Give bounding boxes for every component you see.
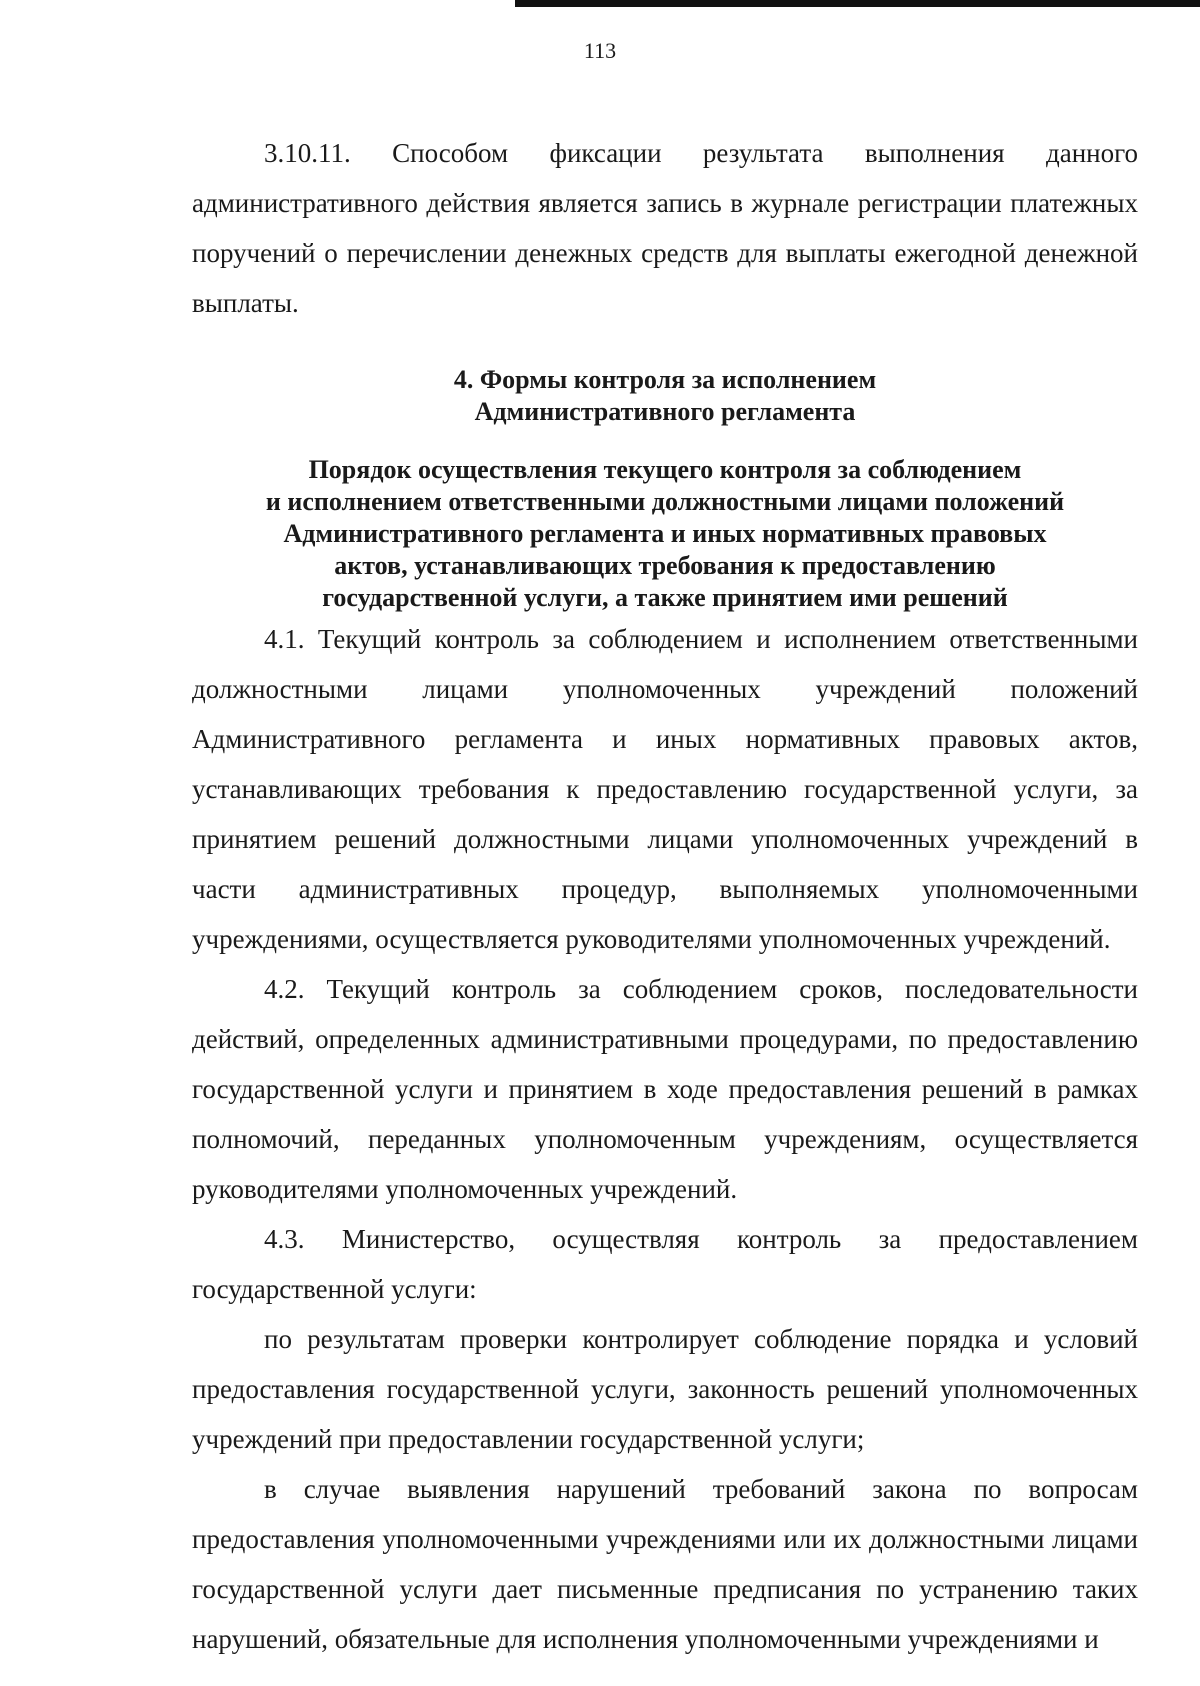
scan-top-edge xyxy=(515,0,1200,7)
paragraph-4-3: 4.3. Министерство, осуществляя контроль за предоставлением государственной услуги: xyxy=(192,1224,1138,1304)
subsection-title xyxy=(192,454,1138,614)
subsection-title-line: Административного регламента и иных нормативных правовых xyxy=(283,519,1047,548)
document-body xyxy=(192,128,1138,1664)
paragraph-4-2: 4.2. Текущий контроль за соблюдением сроков, последовательности действий, определенных административными процедурами, по предоставлению государственной услуги и принятием в ходе предоставления решений в рамках полномочий, переданных уполномоченным учреждениям, осуществляется руководителями уполномоченных учреждений. xyxy=(192,974,1138,1204)
section-title-line: 4. Формы контроля за исполнением xyxy=(453,365,877,394)
section-title-line: Административного регламента xyxy=(474,397,856,426)
subsection-title-line: актов, устанавливающих требования к предоставлению xyxy=(334,551,996,580)
paragraph-inspection-results: по результатам проверки контролирует соблюдение порядка и условий предоставления государственной услуги, законность решений уполномоченных учреждений при предоставлении государственной услуги; xyxy=(192,1324,1138,1454)
section-title xyxy=(192,364,1138,428)
paragraph-violations: в случае выявления нарушений требований закона по вопросам предоставления уполномоченными учреждениями или их должностными лицами государственной услуги дает письменные предписания по устранению таких нарушений, обязательные для исполнения уполномоченными учреждениями и xyxy=(192,1474,1138,1654)
paragraph-4-1: 4.1. Текущий контроль за соблюдением и исполнением ответственными должностными лицами уполномоченных учреждений положений Административного регламента и иных нормативных правовых актов, устанавливающих требования к предоставлению государственной услуги, за принятием решений должностными лицами уполномоченных учреждений в части административных процедур, выполняемых уполномоченными учреждениями, осуществляется руководителями уполномоченных учреждений. xyxy=(192,624,1138,954)
subsection-title-line: Порядок осуществления текущего контроля за соблюдением xyxy=(308,455,1022,484)
page-number: 113 xyxy=(583,38,617,63)
subsection-title-line: государственной услуги, а также принятием ими решений xyxy=(322,583,1008,612)
subsection-title-line: и исполнением ответственными должностными лицами положений xyxy=(265,487,1065,516)
paragraph-3-10-11: 3.10.11. Способом фиксации результата выполнения данного административного действия является запись в журнале регистрации платежных поручений о перечислении денежных средств для выплаты ежегодной денежной выплаты. xyxy=(192,138,1138,318)
